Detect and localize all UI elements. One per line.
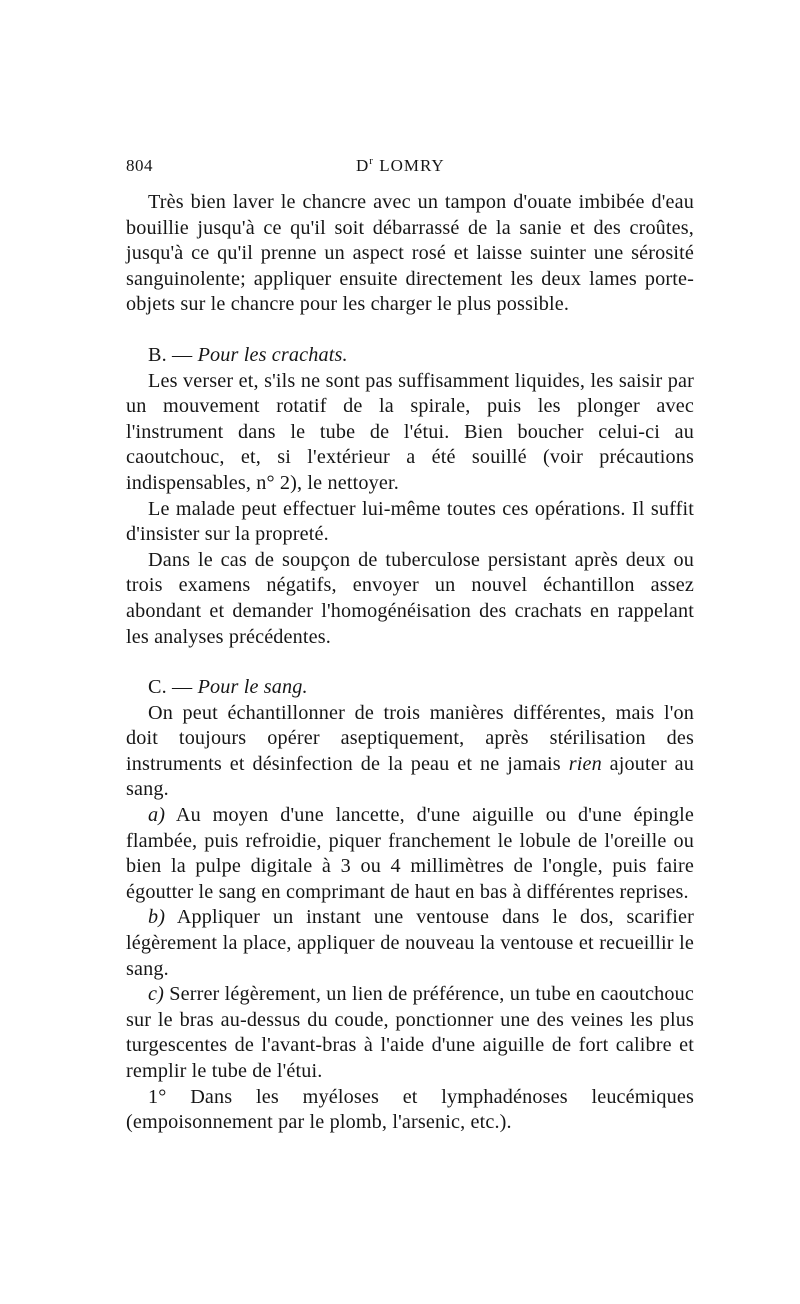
- running-head: [126, 156, 694, 182]
- section-spacer: [126, 318, 694, 343]
- running-title-name: LOMRY: [379, 156, 445, 175]
- section-c-intro-text: On peut échantillonner de trois manières différentes, mais l'on doit toujours opérer aseptiquement, après stérilisation des instruments et désinfection de la peau et ne jamais: [126, 701, 694, 775]
- item-c-text: Serrer légèrement, un lien de préférence, un tube en caoutchouc sur le bras au-dessus du coude, ponctionner une des veines les plus turgescentes de l'avant-bras à l'aide d'une aiguille de fort calibre et remplir le tube de l'étui.: [126, 983, 694, 1082]
- body-text: [126, 190, 694, 1136]
- section-c-item-b: [126, 905, 694, 982]
- section-c-heading: [126, 675, 694, 701]
- running-title-superscript: r: [369, 155, 374, 167]
- section-c-final: 1° Dans les myéloses et lymphadénoses leucémiques (empoisonnement par le plomb, l'arsenic, etc.).: [126, 1085, 694, 1134]
- page-number: 804: [126, 156, 153, 175]
- item-b-marker: b): [148, 906, 166, 929]
- item-a-text: Au moyen d'une lancette, d'une aiguille ou d'une épingle flambée, puis refroidie, piquer franchement le lobule de l'oreille ou bien la pulpe digitale à 3 ou 4 millimètres de l'ongle, puis faire égoutter le sang en comprimant de haut en bas à différentes reprises.: [126, 804, 694, 903]
- section-b-paragraph-1: Les verser et, s'ils ne sont pas suffisamment liquides, les saisir par un mouvement rotatif de la spirale, puis les plonger avec l'instrument dans le tube de l'étui. Bien boucher celui-ci au caoutchouc, et, si l'extérieur a été souillé (voir précautions indispensables, n° 2), le nettoyer.: [126, 369, 694, 494]
- item-c-marker: c): [148, 983, 164, 1006]
- section-b-heading: [126, 343, 694, 369]
- section-c-intro: [126, 701, 694, 803]
- section-spacer: [126, 650, 694, 675]
- section-c-intro-emphasis: rien: [568, 752, 602, 775]
- running-title-prefix: D: [356, 156, 370, 175]
- section-c-item-c: [126, 982, 694, 1084]
- section-b-letter: B. —: [148, 343, 193, 366]
- section-c-item-a: [126, 803, 694, 905]
- item-b-text: Appliquer un instant une ventouse dans le dos, scarifier légèrement la place, appliquer de nouveau la ventouse et recueillir le sang.: [126, 906, 694, 980]
- section-b-title: Pour les crachats.: [197, 343, 348, 366]
- section-c-intro-end: ajouter au sang.: [126, 752, 694, 801]
- item-a-marker: a): [148, 804, 166, 827]
- section-c-title: Pour le sang.: [197, 676, 308, 699]
- paragraph-chancre: Très bien laver le chancre avec un tampon d'ouate imbibée d'eau bouillie jusqu'à ce qu'il soit débarrassé de la sanie et des croûtes, jusqu'à ce qu'il prenne un aspect rosé et laisse suinter une sérosité sanguinolente; appliquer ensuite directement les deux lames porte-objets sur le chancre pour les charger le plus possible.: [126, 191, 694, 316]
- section-b-paragraph-2: Le malade peut effectuer lui-même toutes ces opérations. Il suffit d'insister sur la propreté.: [126, 497, 694, 546]
- section-b-paragraph-3: Dans le cas de soupçon de tuberculose persistant après deux ou trois examens négatifs, envoyer un nouvel échantillon assez abondant et demander l'homogénéisation des crachats en rappelant les analyses précédentes.: [126, 548, 694, 648]
- section-c-letter: C. —: [148, 676, 193, 699]
- running-title: [356, 156, 445, 176]
